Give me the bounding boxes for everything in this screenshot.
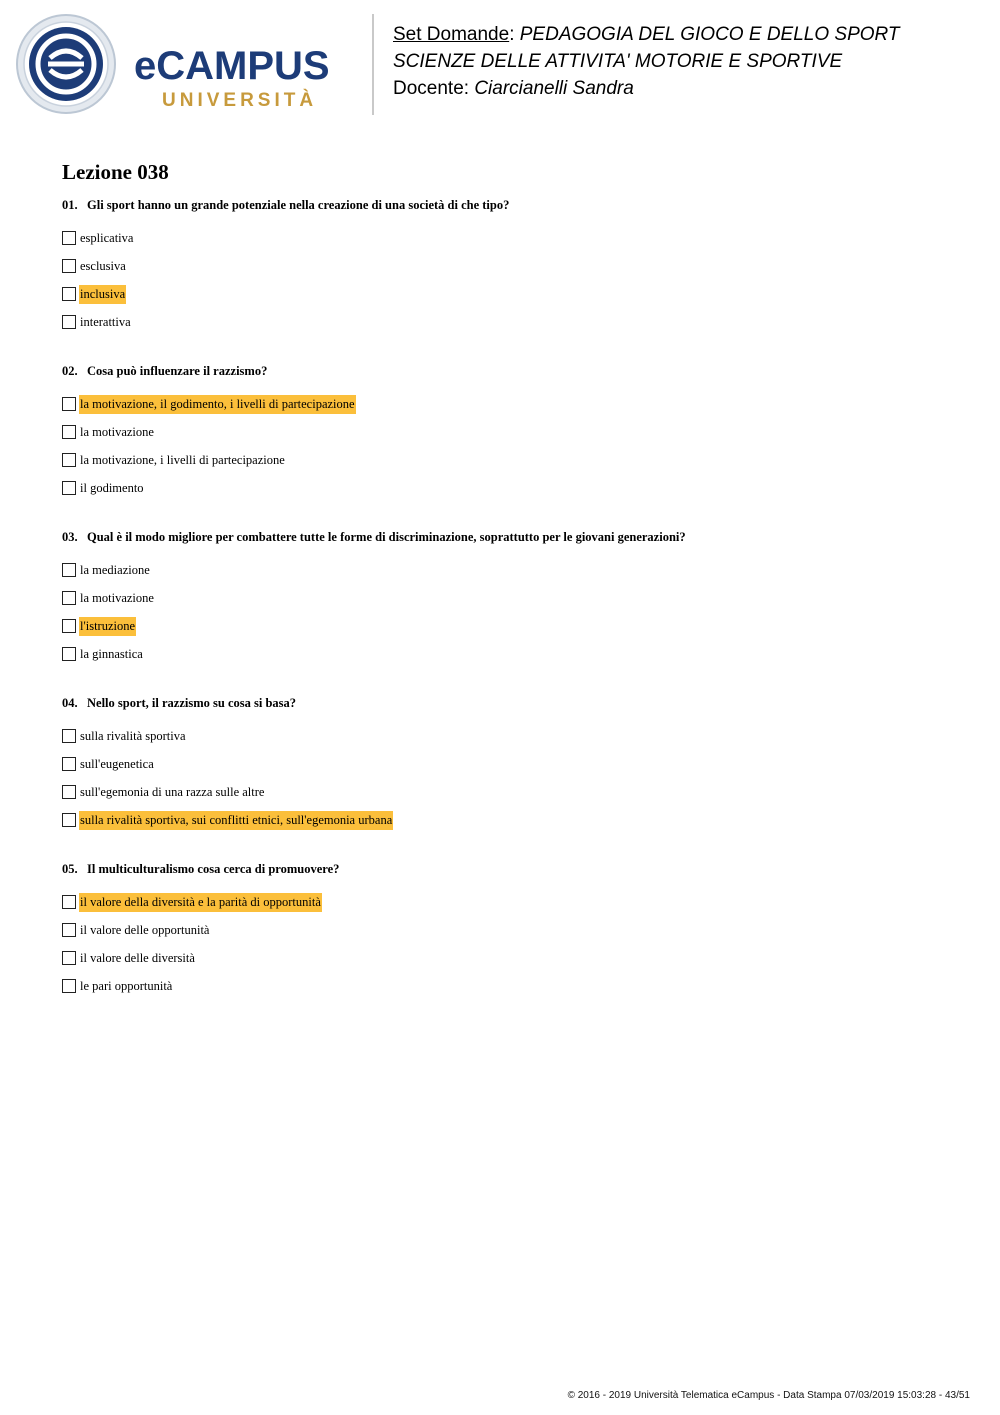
answer-checkbox[interactable]: [62, 979, 76, 993]
answer-checkbox[interactable]: [62, 563, 76, 577]
set-separator: :: [509, 24, 515, 45]
question-list: [62, 197, 962, 1027]
question-label: Nello sport, il razzismo su cosa si basa?: [87, 696, 297, 710]
answer-text-highlighted: l'istruzione: [79, 617, 136, 636]
question-number: 02.: [62, 364, 78, 378]
answer-text: il valore delle opportunità: [80, 922, 210, 937]
answer-text-highlighted: inclusiva: [79, 285, 126, 304]
answer-text: il valore delle diversità: [80, 950, 195, 965]
question-text: [62, 695, 962, 711]
answer-option[interactable]: [62, 916, 962, 944]
answer-option[interactable]: [62, 584, 962, 612]
answer-option[interactable]: [62, 972, 962, 1000]
question-2: [62, 363, 962, 502]
answer-text: esclusiva: [80, 258, 126, 273]
logo-subtitle: UNIVERSITÀ: [162, 90, 318, 111]
answer-checkbox[interactable]: [62, 647, 76, 661]
answer-text: sulla rivalità sportiva: [80, 728, 186, 743]
question-number: 04.: [62, 696, 78, 710]
answer-text-highlighted: la motivazione, il godimento, i livelli di partecipazione: [79, 395, 356, 414]
answer-text: sull'eugenetica: [80, 756, 154, 771]
answer-text: le pari opportunità: [80, 978, 173, 993]
question-4: [62, 695, 962, 834]
answer-text: la ginnastica: [80, 646, 143, 661]
answer-option[interactable]: [62, 556, 962, 584]
answer-text: esplicativa: [80, 230, 134, 245]
question-number: 01.: [62, 198, 78, 212]
answer-text: la motivazione, i livelli di partecipazione: [80, 452, 285, 467]
answer-text: la motivazione: [80, 590, 154, 605]
answer-checkbox[interactable]: [62, 425, 76, 439]
answer-checkbox[interactable]: [62, 923, 76, 937]
answer-option[interactable]: [62, 612, 962, 640]
set-label: Set Domande: [393, 24, 510, 45]
answer-checkbox[interactable]: [62, 813, 76, 827]
answer-checkbox[interactable]: [62, 397, 76, 411]
course-line-2: SCIENZE DELLE ATTIVITA' MOTORIE E SPORTIVE: [393, 51, 843, 72]
answer-checkbox[interactable]: [62, 951, 76, 965]
logo-graphic: [14, 14, 354, 124]
question-1: [62, 197, 962, 336]
answer-option[interactable]: [62, 418, 962, 446]
answer-checkbox[interactable]: [62, 785, 76, 799]
answer-text: la motivazione: [80, 424, 154, 439]
footer-copyright: © 2016 - 2019 Università Telematica eCampus - Data Stampa 07/03/2019 15:03:28 - 43/51: [567, 1390, 970, 1401]
answer-text: la mediazione: [80, 562, 150, 577]
question-text: [62, 197, 962, 213]
answer-text: il godimento: [80, 480, 144, 495]
question-number: 05.: [62, 862, 78, 876]
teacher-name: Ciarcianelli Sandra: [474, 78, 634, 99]
answer-checkbox[interactable]: [62, 315, 76, 329]
answer-option[interactable]: [62, 224, 962, 252]
answer-checkbox[interactable]: [62, 729, 76, 743]
answer-text: interattiva: [80, 314, 131, 329]
answer-option[interactable]: [62, 474, 962, 502]
answer-checkbox[interactable]: [62, 231, 76, 245]
answer-checkbox[interactable]: [62, 287, 76, 301]
question-3: [62, 529, 962, 668]
answer-text: sull'egemonia di una razza sulle altre: [80, 784, 265, 799]
answer-checkbox[interactable]: [62, 757, 76, 771]
answer-checkbox[interactable]: [62, 619, 76, 633]
course-line-1: PEDAGOGIA DEL GIOCO E DELLO SPORT: [519, 24, 900, 45]
question-label: Gli sport hanno un grande potenziale nella creazione di una società di che tipo?: [87, 198, 510, 212]
ecampus-logo: [14, 14, 354, 124]
question-label: Cosa può influenzare il razzismo?: [87, 364, 268, 378]
answer-option[interactable]: [62, 390, 962, 418]
answer-option[interactable]: [62, 944, 962, 972]
answer-option[interactable]: [62, 778, 962, 806]
answer-text-highlighted: il valore della diversità e la parità di opportunità: [79, 893, 322, 912]
answer-checkbox[interactable]: [62, 259, 76, 273]
answer-option[interactable]: [62, 722, 962, 750]
question-5: [62, 861, 962, 1000]
question-label: Qual è il modo migliore per combattere tutte le forme di discriminazione, soprattutto per le giovani generazioni?: [87, 530, 686, 544]
header-divider: [372, 14, 374, 115]
answer-checkbox[interactable]: [62, 481, 76, 495]
answer-option[interactable]: [62, 280, 962, 308]
answer-option[interactable]: [62, 308, 962, 336]
question-number: 03.: [62, 530, 78, 544]
lesson-title: Lezione 038: [62, 160, 169, 184]
question-text: [62, 861, 962, 877]
question-text: [62, 363, 962, 379]
answer-option[interactable]: [62, 888, 962, 916]
header-line-3: [393, 75, 993, 102]
question-label: Il multiculturalismo cosa cerca di promuovere?: [87, 862, 340, 876]
teacher-label: Docente:: [393, 78, 470, 99]
answer-checkbox[interactable]: [62, 895, 76, 909]
answer-checkbox[interactable]: [62, 591, 76, 605]
answer-text-highlighted: sulla rivalità sportiva, sui conflitti etnici, sull'egemonia urbana: [79, 811, 393, 830]
answer-option[interactable]: [62, 750, 962, 778]
logo-wordmark: eCAMPUS: [134, 44, 330, 88]
answer-option[interactable]: [62, 806, 962, 834]
header-info: [393, 21, 993, 102]
answer-option[interactable]: [62, 446, 962, 474]
answer-option[interactable]: [62, 252, 962, 280]
answer-checkbox[interactable]: [62, 453, 76, 467]
header-line-1: [393, 21, 993, 48]
answer-option[interactable]: [62, 640, 962, 668]
question-text: [62, 529, 962, 545]
